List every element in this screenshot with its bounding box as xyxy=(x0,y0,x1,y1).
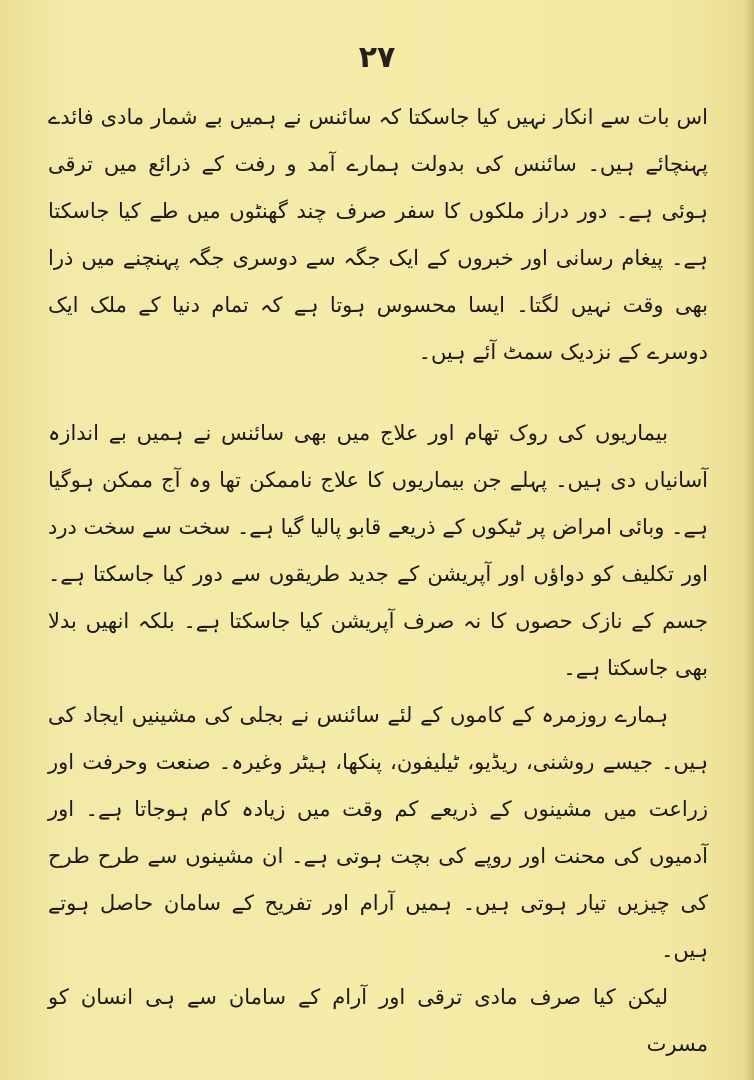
paragraph-machines: ہمارے روزمرہ کے کاموں کے لئے سائنس نے بجلی کی مشینیں ایجاد کی ہیں۔ جیسے روشنی، ریڈیو، ٹیلیفون، پنکھا، ہیٹر وغیرہ۔ صنعت وحرفت اور زراعت میں مشینوں کے ذریعے کم وقت میں زیادہ کام ہوجاتا ہے۔ اور آدمیوں کی محنت اور روپے کی بچت ہوتی ہے۔ ان مشینوں سے طرح طرح کی چیزیں تیار ہوتی ہیں۔ ہمیں آرام اور تفریح کے سامان حاصل ہوتے ہیں۔ xyxy=(48,703,708,962)
page-edge-shadow xyxy=(744,0,754,1080)
paragraph-question: لیکن کیا صرف مادی ترقی اور آرام کے سامان سے ہی انسان کو مسرت xyxy=(48,985,708,1056)
page-number: ۲۷ xyxy=(358,40,396,75)
body-text xyxy=(48,94,708,1068)
paragraph-medicine: بیماریوں کی روک تھام اور علاج میں بھی سائنس نے ہمیں بے اندازہ آسانیاں دی ہیں۔ پہلے جن بیماریوں کا علاج ناممکن تھا وہ آج ممکن ہوگیا ہے۔ وبائی امراض پر ٹیکوں کے ذریعے قابو پالیا گیا ہے۔ سخت سے سخت درد اور تکلیف کو دواؤں اور آپریشن کے جدید طریقوں سے دور کیا جاسکتا ہے۔ جسم کے نازک حصوں کا نہ صرف آپریشن کیا جاسکتا ہے۔ بلکہ انھیں بدلا بھی جاسکتا ہے۔ xyxy=(48,421,708,680)
paragraph-science-benefits: اس بات سے انکار نہیں کیا جاسکتا کہ سائنس نے ہمیں بے شمار مادی فائدے پہنچائے ہیں۔ سائنس کی بدولت ہمارے آمد و رفت کے ذرائع میں ترقی ہوئی ہے۔ دور دراز ملکوں کا سفر صرف چند گھنٹوں میں طے کیا جاسکتا ہے۔ پیغام رسانی اور خبروں کے ایک جگہ سے دوسری جگہ پہنچنے میں ذرا بھی وقت نہیں لگتا۔ ایسا محسوس ہوتا ہے کہ تمام دنیا کے ملک ایک دوسرے کے نزدیک سمٹ آئے ہیں۔ xyxy=(48,105,708,364)
